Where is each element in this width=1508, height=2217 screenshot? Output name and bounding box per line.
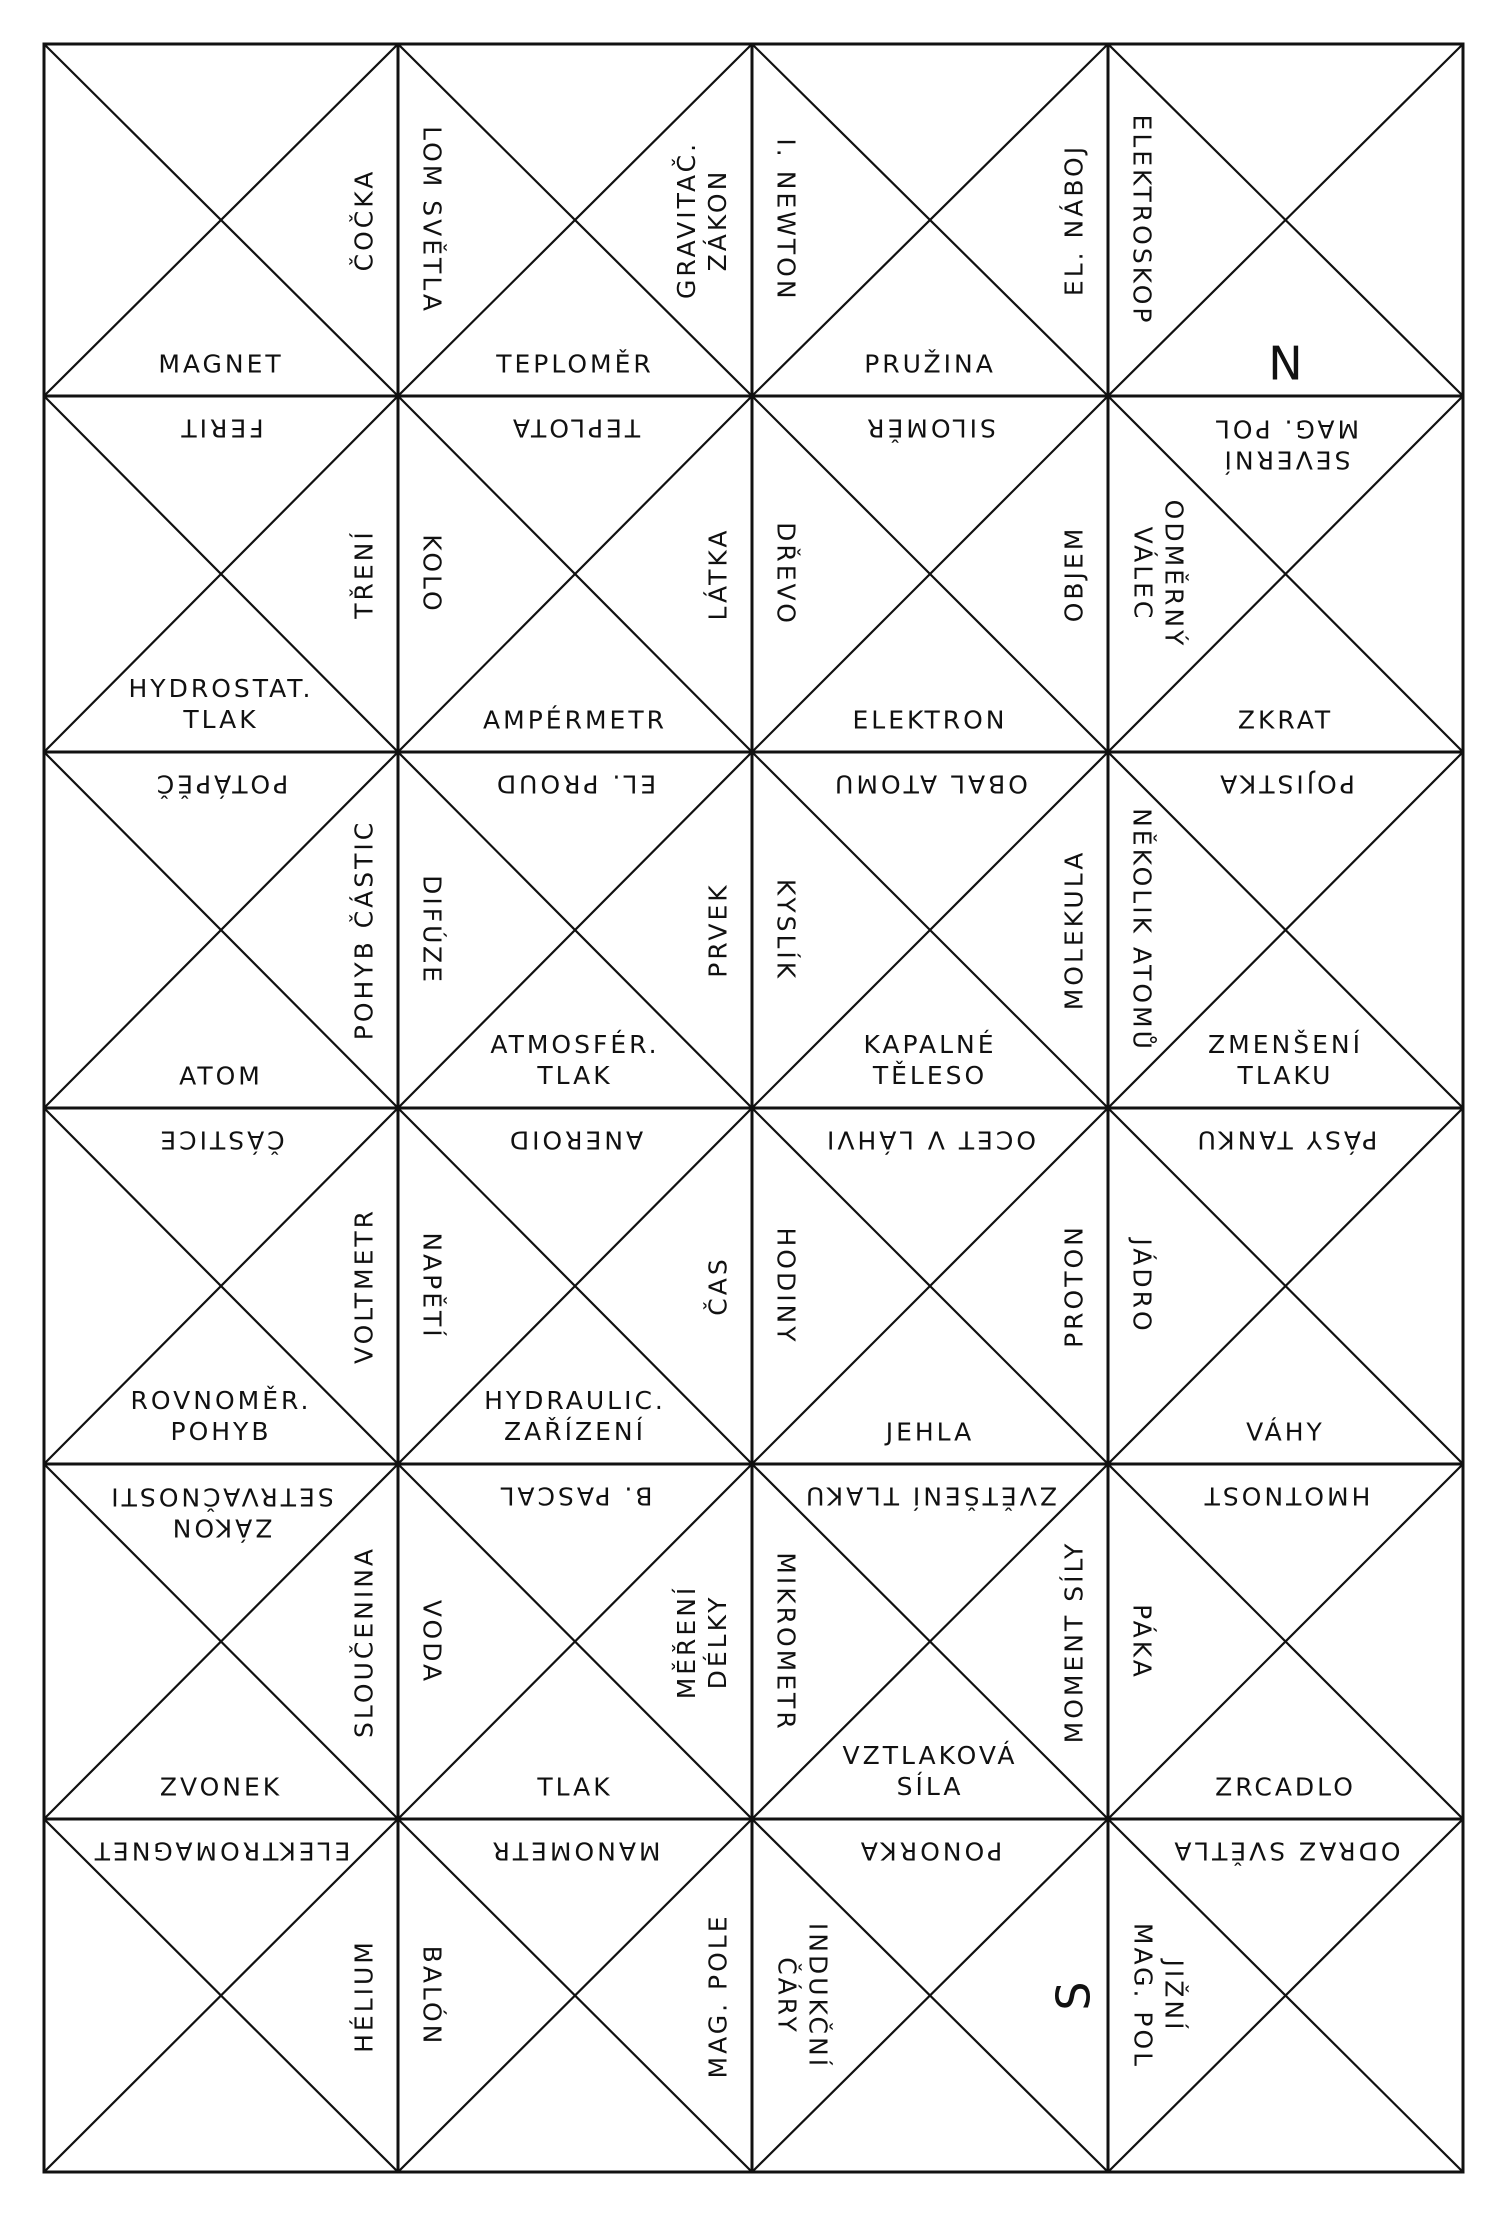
triangle-label-left: PÁKA [1127,1603,1157,1680]
triangle-label-top: POJISTKA [1216,769,1355,799]
triangle-label-bottom: MAGNET [158,349,284,379]
triangle-label-top: HMOTNOST [1201,1481,1370,1511]
triangle-label-bottom: HYDRAULIC. ZAŘÍZENÍ [484,1385,666,1446]
triangle-label-left: ELEKTROSKOP [1127,114,1157,326]
triangle-label-bottom: TLAK [537,1772,613,1802]
triangle-label-bottom: ROVNOMĚR. POHYB [130,1385,312,1446]
triangle-label-top: PÁSY TANKU [1194,1125,1377,1155]
triangle-label-left: DIFÚZE [417,875,447,985]
triangle-label-right: LÁTKA [703,527,733,621]
triangle-label-left: MIKROMETR [771,1551,801,1732]
triangle-label-bottom: TEPLOMĚR [496,349,654,379]
triangle-label-top: SEVERNÍ MAG. POL [1212,414,1359,475]
triangle-label-right: MĚŘENÍ DÉLKY [671,1584,732,1699]
triangle-label-top: PONORKA [857,1836,1003,1866]
triangle-label-bottom: AMPÉRMETR [483,705,667,735]
triangle-label-bottom: VÁHY [1246,1417,1325,1447]
triangle-label-top: MANOMETR [489,1836,661,1866]
triangle-label-right: EL. NÁBOJ [1059,143,1089,297]
triangle-label-top: FERIT [178,413,264,443]
triangle-label-bottom: KAPALNÉ TĚLESO [863,1029,997,1090]
triangle-label-bottom: ATMOSFÉR. TLAK [490,1029,660,1090]
triangle-label-bottom: ZMENŠENÍ TLAKU [1208,1029,1363,1090]
triangle-label-right: S [1046,1980,1101,2011]
triangle-label-bottom: JEHLA [885,1417,975,1447]
triangle-label-bottom: ZKRAT [1237,705,1334,735]
triangle-label-top: OCET V LÁHVI [823,1125,1037,1155]
triangle-label-left: I. NEWTON [771,138,801,302]
triangle-label-bottom: VZTLAKOVÁ SÍLA [842,1740,1018,1801]
triangle-label-top: ZÁKON SETRVAČNOSTI [108,1482,334,1543]
triangle-label-top: TEPLOTA [509,413,641,443]
triangle-label-right: GRAVITAČ. ZÁKON [671,140,732,300]
triangle-label-top: EL. PROUD [493,769,657,799]
triangle-label-right: ČAS [703,1256,733,1316]
triangle-label-top: POTÁPĚČ [153,769,289,799]
triangle-label-left: BALÓN [417,1945,447,2046]
triangle-label-right: TŘENÍ [349,529,379,619]
triangle-label-left: LOM SVĚTLA [417,126,447,314]
triangle-label-right: PRVEK [703,882,733,978]
triangle-label-top: ELEKTROMAGNET [91,1836,351,1866]
triangle-label-right: SLOUČENINA [349,1545,379,1738]
triangle-label-right: MAG. POLE [703,1913,733,2078]
triangle-label-right: MOLEKULA [1059,849,1089,1011]
triangle-label-top: ZVĚTŠENÍ TLAKU [803,1481,1057,1511]
triangle-label-bottom: ELEKTRON [852,705,1008,735]
triangle-label-bottom: N [1268,336,1303,391]
triangle-label-top: ČÁSTICE [157,1125,285,1155]
triangle-label-right: OBJEM [1059,525,1089,623]
triangle-label-right: HÉLIUM [349,1938,379,2053]
triangle-label-top: ODRAZ SVĚTLA [1170,1836,1401,1866]
triangle-label-left: KYSLÍK [771,878,801,982]
triangle-label-right: POHYB ČÁSTIC [349,819,379,1041]
triangle-label-right: VOLTMETR [349,1207,379,1365]
triangle-label-left: NAPĚTÍ [417,1232,447,1340]
triangle-label-left: JIŽNÍ MAG. POL [1128,1922,1189,2069]
triangle-label-right: PROTON [1059,1224,1089,1348]
triangle-label-bottom: ATOM [179,1061,263,1091]
triangle-label-right: MOMENT SÍLY [1059,1540,1089,1743]
triangle-label-left: DŘEVO [771,522,801,626]
triangle-label-bottom: PRUŽINA [864,349,996,379]
triangle-label-top: SILOMĚR [864,413,996,443]
triangle-label-left: INDUKČNÍ ČÁRY [772,1922,833,2069]
triangle-label-bottom: ZVONEK [159,1772,283,1802]
triangle-label-left: KOLO [417,534,447,614]
triangle-label-left: VODA [417,1599,447,1684]
triangle-label-left: NĚKOLIK ATOMŮ [1127,808,1157,1052]
triangle-label-left: HODINY [771,1227,801,1345]
triangle-label-top: ANEROID [506,1125,644,1155]
triangle-label-top: OBAL ATOMU [832,769,1028,799]
triangle-label-left: ODMĚRNÝ VÁLEC [1128,499,1189,649]
triangle-label-right: ČOČKA [349,168,379,272]
triangle-label-bottom: HYDROSTAT. TLAK [128,673,314,734]
triangle-label-top: B. PASCAL [497,1481,653,1511]
triangle-label-bottom: ZRCADLO [1215,1772,1356,1802]
triangle-label-left: JÁDRO [1127,1238,1157,1334]
